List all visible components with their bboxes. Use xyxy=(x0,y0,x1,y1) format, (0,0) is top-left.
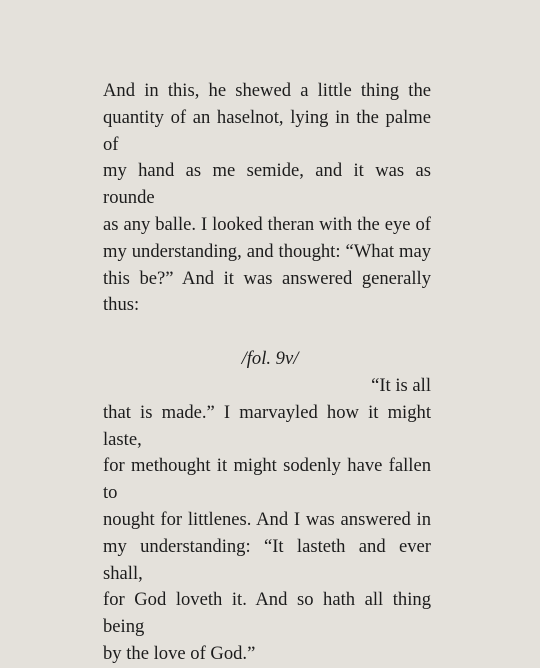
text-line-last: by the love of God.” xyxy=(103,642,256,664)
text-line: as any balle. I looked theran with the eye of xyxy=(103,213,431,235)
text-block xyxy=(103,78,431,668)
text-line: that is made.” I marvayled how it might laste, xyxy=(103,401,431,450)
text-line: this be?” And it was answered generally thus: xyxy=(103,267,431,316)
text-line: nought for littlenes. And I was answered in xyxy=(103,508,431,530)
text-line: for methought it might sodenly have fallen to xyxy=(103,455,431,504)
text-line: my hand as me semide, and it was as rounde xyxy=(103,160,431,209)
text-line: my understanding: “It lasteth and ever shall, xyxy=(103,535,431,584)
text-line: my understanding, and thought: “What may xyxy=(103,240,431,262)
text-line-first: “It is all xyxy=(371,374,431,396)
paragraph-2 xyxy=(103,373,431,668)
text-line: for God loveth it. And so hath all thing being xyxy=(103,589,431,638)
text-line: And in this, he shewed a little thing the xyxy=(103,80,431,101)
folio-marker: /fol. 9v/ xyxy=(241,348,299,370)
text-line: quantity of an haselnot, lying in the palme of xyxy=(103,106,431,155)
paragraph-1 xyxy=(103,78,431,319)
